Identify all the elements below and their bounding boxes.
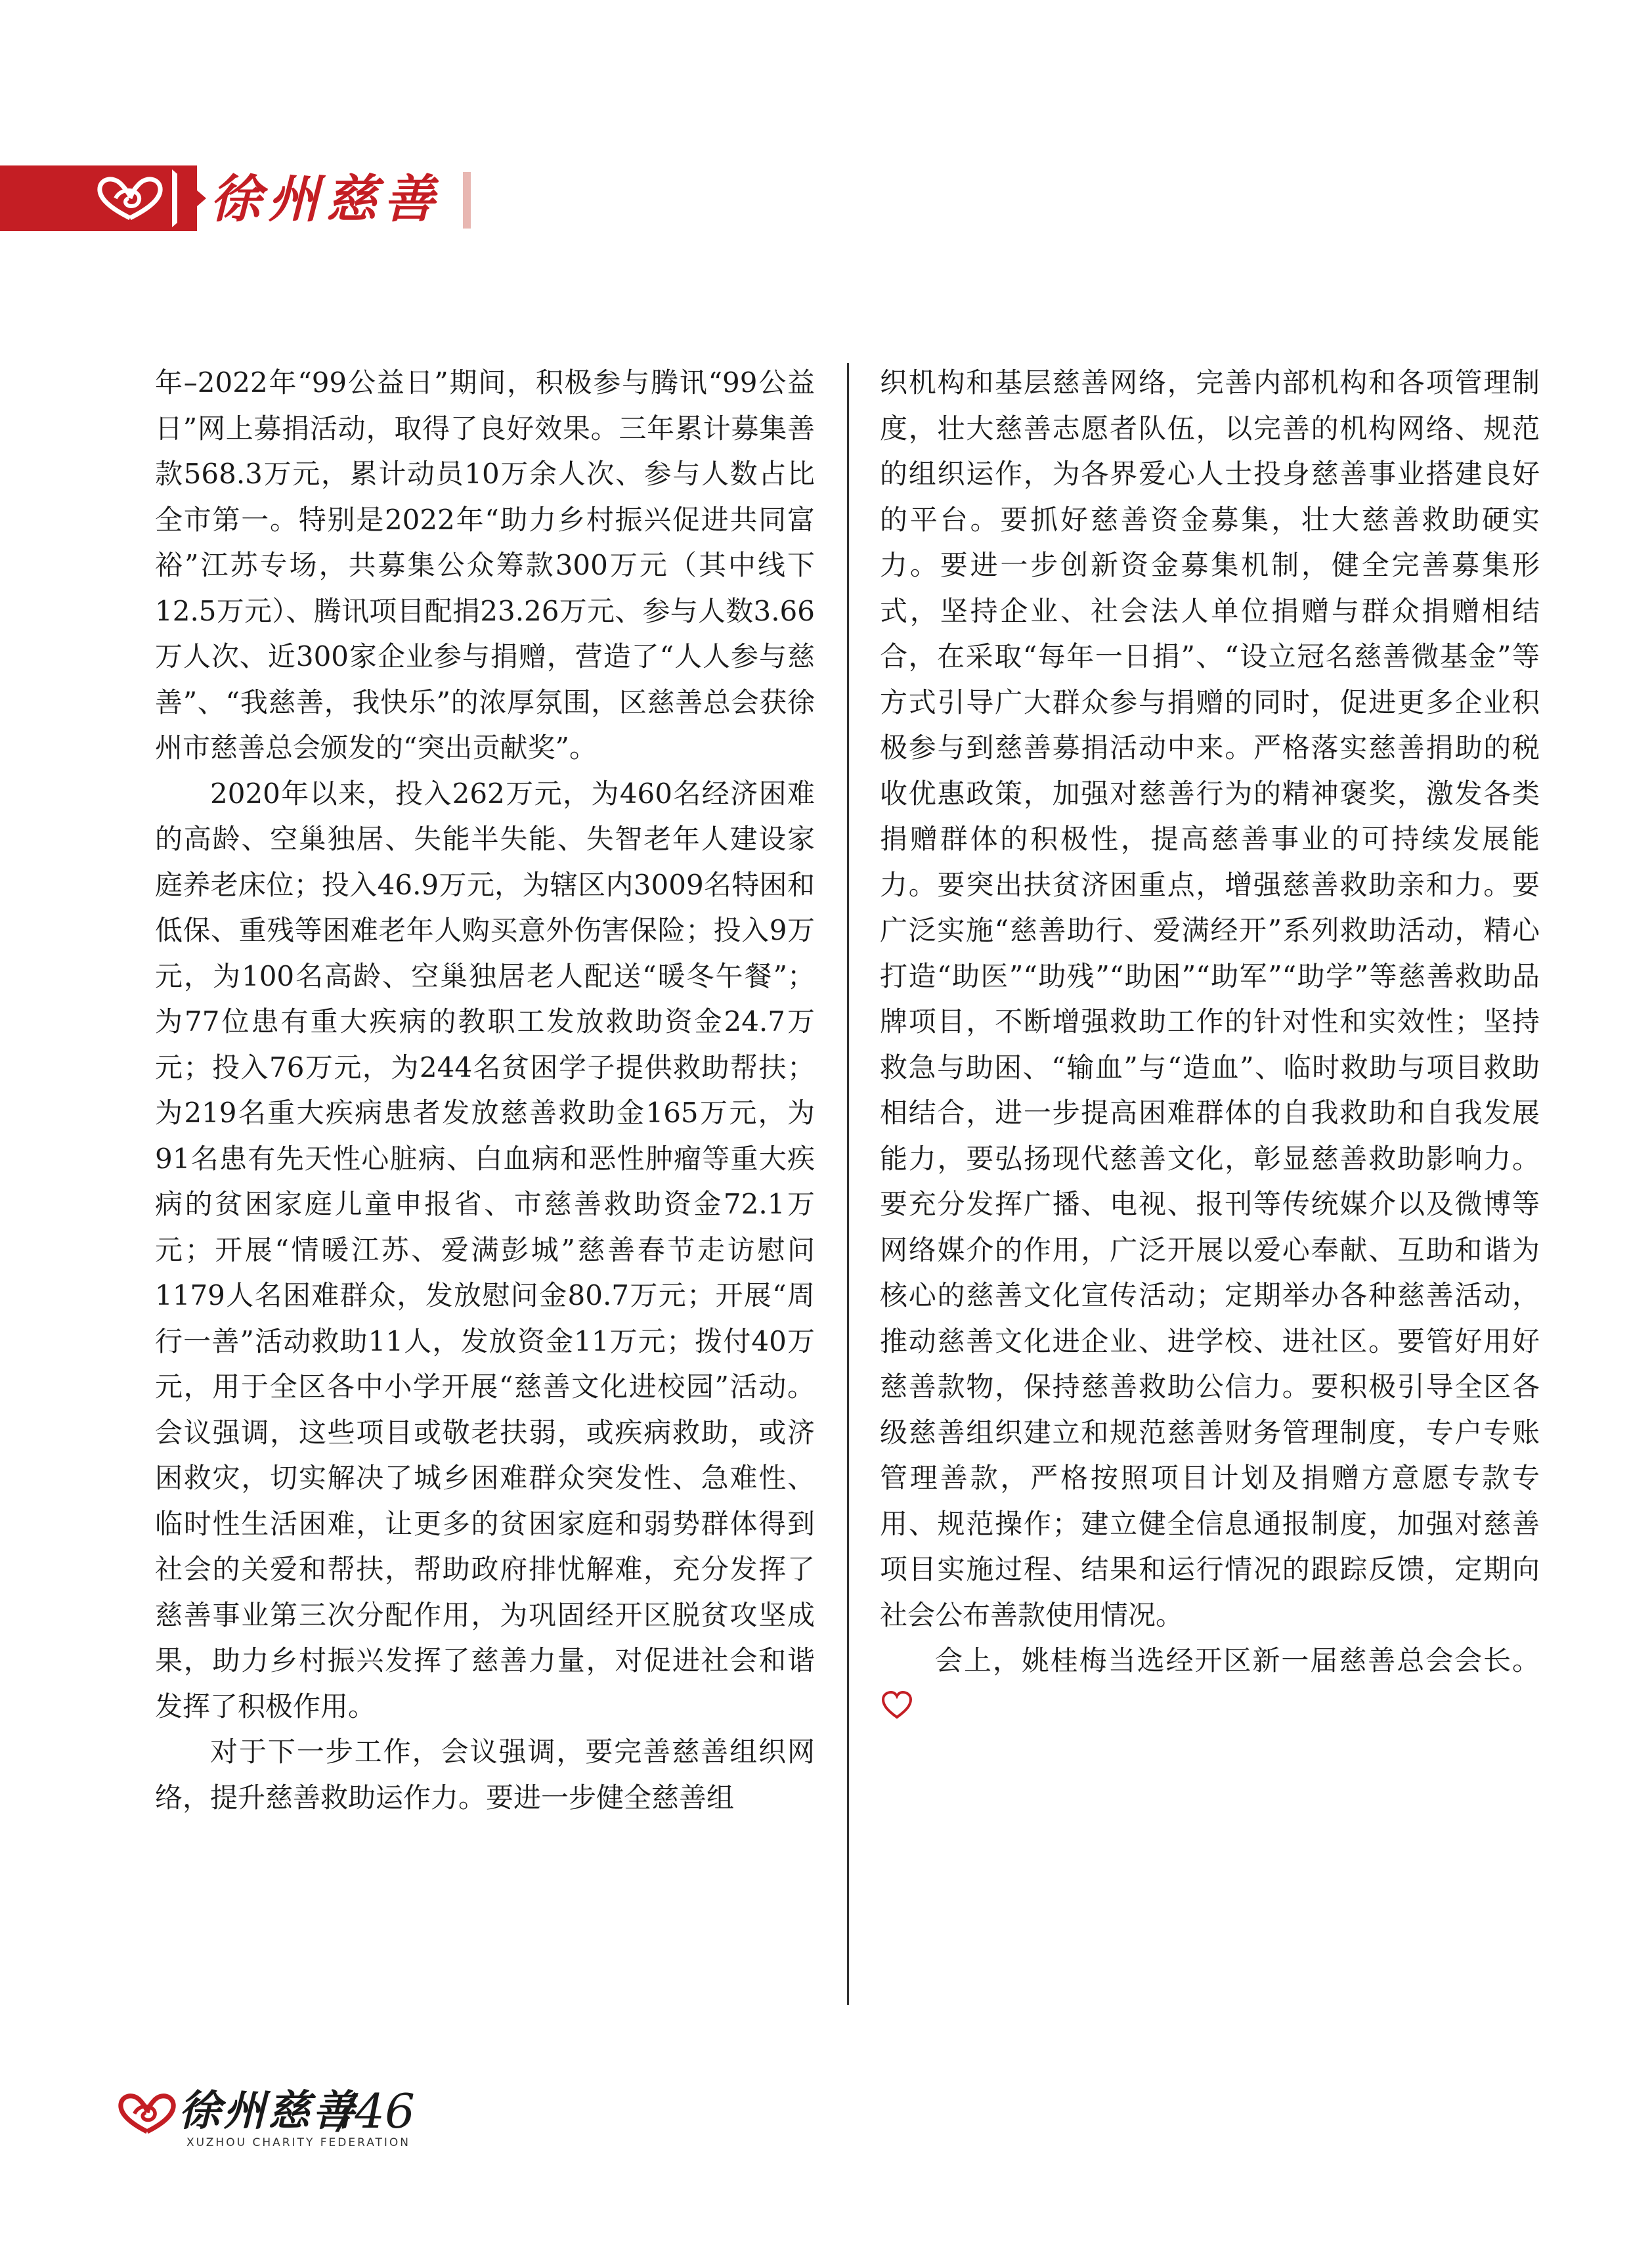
footer-title: 徐州慈善 [179,2086,357,2136]
paragraph-text: 会上，姚桂梅当选经开区新一届慈善总会会长。 [935,1644,1540,1676]
right-column [880,360,1540,1729]
heart-icon [881,1691,913,1720]
header-accent-bar [463,172,471,229]
paragraph: 2020年以来，投入262万元，为460名经济困难的高龄、空巢独居、失能半失能、失智老年人建设家庭养老床位；投入46.9万元，为辖区内3009名特困和低保、重残等困难老年人购买意外伤害保险；投入9万元，为100名高龄、空巢独居老人配送“暖冬午餐”；为77位患有重大疾病的教职工发放救助资金24.7万元；投入76万元，为244名贫困学子提供救助帮扶；为219名重大疾病患者发放慈善救助金165万元，为91名患有先天性心脏病、白血病和恶性肿瘤等重大疾病的贫困家庭儿童申报省、市慈善救助资金72.1万元；开展“情暖江苏、爱满彭城”慈善春节走访慰问1179人名困难群众，发放慰问金80.7万元；开展“周行一善”活动救助11人，发放资金11万元；拨付40万元，用于全区各中小学开展“慈善文化进校园”活动。会议强调，这些项目或敬老扶弱，或疾病救助，或济困救灾，切实解决了城乡困难群众突发性、急难性、临时性生活困难，让更多的贫困家庭和弱势群体得到社会的关爱和帮扶，帮助政府排忧解难，充分发挥了慈善事业第三次分配作用，为巩固经开区脱贫攻坚成果，助力乡村振兴发挥了慈善力量，对促进社会和谐发挥了积极作用。 [155,777,815,1722]
charity-logo-icon [91,172,169,225]
charity-logo-icon [116,2089,179,2137]
left-column [155,360,815,1820]
page-header [0,165,473,231]
header-chevron-inner [177,173,206,223]
header-title: 徐州慈善 [210,169,442,229]
closing-paragraph [880,1638,1540,1729]
page-number: /46 [339,2084,415,2139]
paragraph: 年–2022年“99公益日”期间，积极参与腾讯“99公益日”网上募捐活动，取得了良好效果。三年累计募集善款568.3万元，累计动员10万余人次、参与人数占比全市第一。特别是2022年“助力乡村振兴促进共同富裕”江苏专场，共募集公众筹款300万元（其中线下12.5万元）、腾讯项目配捐23.26万元、参与人数3.66万人次、近300家企业参与捐赠，营造了“人人参与慈善”、“我慈善，我快乐”的浓厚氛围，区慈善总会获徐州市慈善总会颁发的“突出贡献奖”。 [155,366,815,764]
column-divider [847,363,849,2005]
page-footer [116,2085,470,2157]
paragraph: 对于下一步工作，会议强调，要完善慈善组织网络，提升慈善救助运作力。要进一步健全慈善组 [155,1736,815,1814]
footer-english-name: XUZHOU CHARITY FEDERATION [186,2136,411,2149]
paragraph: 织机构和基层慈善网络，完善内部机构和各项管理制度，壮大慈善志愿者队伍，以完善的机构网络、规范的组织运作，为各界爱心人士投身慈善事业搭建良好的平台。要抓好慈善资金募集，壮大慈善救助硬实力。要进一步创新资金募集机制，健全完善募集形式，坚持企业、社会法人单位捐赠与群众捐赠相结合，在采取“每年一日捐”、“设立冠名慈善微基金”等方式引导广大群众参与捐赠的同时，促进更多企业积极参与到慈善募捐活动中来。严格落实慈善捐助的税收优惠政策，加强对慈善行为的精神褒奖，激发各类捐赠群体的积极性，提高慈善事业的可持续发展能力。要突出扶贫济困重点，增强慈善救助亲和力。要广泛实施“慈善助行、爱满经开”系列救助活动，精心打造“助医”“助残”“助困”“助军”“助学”等慈善救助品牌项目，不断增强救助工作的针对性和实效性；坚持救急与助困、“输血”与“造血”、临时救助与项目救助相结合，进一步提高困难群体的自我救助和自我发展能力，要弘扬现代慈善文化，彰显慈善救助影响力。要充分发挥广播、电视、报刊等传统媒介以及微博等网络媒介的作用，广泛开展以爱心奉献、互助和谐为核心的慈善文化宣传活动；定期举办各种慈善活动，推动慈善文化进企业、进学校、进社区。要管好用好慈善款物，保持慈善救助公信力。要积极引导全区各级慈善组织建立和规范慈善财务管理制度，专户专账管理善款，严格按照项目计划及捐赠方意愿专款专用、规范操作；建立健全信息通报制度，加强对慈善项目实施过程、结果和运行情况的跟踪反馈，定期向社会公布善款使用情况。 [880,366,1540,1631]
